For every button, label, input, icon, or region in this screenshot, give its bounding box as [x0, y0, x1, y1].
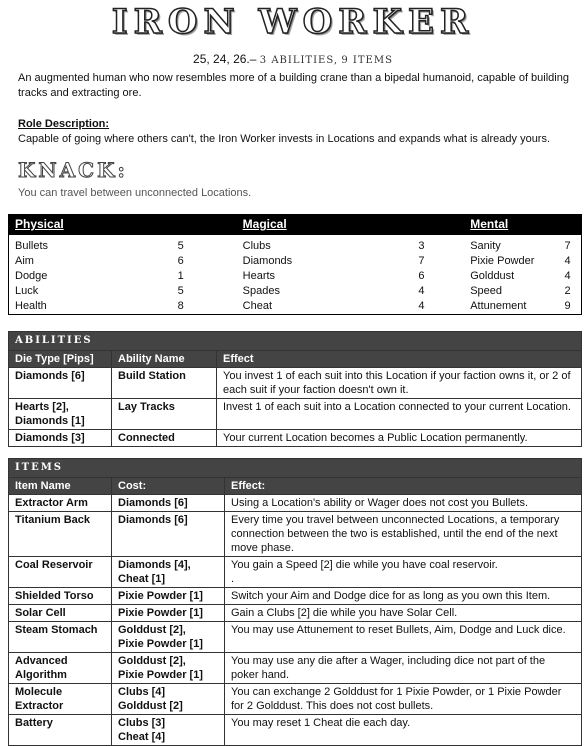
- abilities-header-effect: Effect: [217, 351, 582, 368]
- item-name-line: Molecule: [15, 686, 63, 698]
- item-name: [9, 684, 112, 715]
- abilities-header-die: Die Type [Pips]: [9, 351, 112, 368]
- stat-name: Bullets: [15, 240, 49, 252]
- stat-row: [9, 269, 582, 284]
- subtitle-line: [0, 52, 586, 66]
- stats-header-mental: Mental: [464, 215, 581, 236]
- ability-die: [9, 368, 112, 399]
- ability-name: Build Station: [112, 368, 217, 399]
- abilities-header-name: Ability Name: [112, 351, 217, 368]
- item-effect: Switch your Aim and Dodge dice for as long as you own this Item.: [225, 588, 582, 605]
- stat-row: [9, 254, 582, 269]
- knack-text: You can travel between unconnected Locations.: [18, 187, 252, 199]
- role-text: Capable of going where others can't, the Iron Worker invests in Locations and expands what is already yours.: [18, 133, 551, 145]
- item-name: [9, 715, 112, 746]
- item-name-line: Titanium Back: [15, 514, 90, 526]
- abilities-table: [8, 331, 582, 447]
- item-cost-line: Pixie Powder [1]: [118, 669, 203, 681]
- item-cost: [112, 684, 225, 715]
- item-cost-line: Diamonds [6]: [118, 497, 188, 509]
- ability-row: [9, 430, 582, 447]
- item-name-line: Extractor: [15, 700, 64, 712]
- item-name-line: Solar Cell: [15, 607, 66, 619]
- subtitle-comma: ,: [333, 55, 339, 66]
- ability-effect: Your current Location becomes a Public Location permanently.: [217, 430, 582, 447]
- abilities-header-row: [9, 351, 582, 368]
- items-header-cost: Cost:: [112, 478, 225, 495]
- stats-body: [9, 235, 582, 315]
- item-name: [9, 588, 112, 605]
- item-cost: [112, 557, 225, 588]
- item-name: [9, 495, 112, 512]
- stats-table: [8, 214, 582, 315]
- item-cost-line: Golddust [2],: [118, 624, 186, 636]
- item-cost-line: Cheat [1]: [118, 573, 166, 585]
- stat-name: Golddust: [470, 270, 515, 282]
- stat-value: 6: [177, 255, 184, 267]
- stat-name: Cheat: [242, 300, 273, 312]
- ability-die: [9, 430, 112, 447]
- item-row: [9, 557, 582, 588]
- ability-effect: Invest 1 of each suit into a Location connected to your current Location.: [217, 399, 582, 430]
- items-header-row: [9, 478, 582, 495]
- stat-value: 5: [177, 285, 184, 297]
- stat-value: 4: [418, 285, 425, 297]
- item-name-line: Battery: [15, 717, 53, 729]
- item-cost-line: Golddust [2]: [118, 700, 183, 712]
- stat-value: 5: [177, 240, 184, 252]
- abilities-band: ABILITIES: [9, 332, 582, 351]
- item-name: [9, 557, 112, 588]
- ability-die-line: Diamonds [6]: [15, 370, 85, 382]
- stat-value: 2: [564, 285, 571, 297]
- item-cost-line: Golddust [2],: [118, 655, 186, 667]
- item-name-line: Advanced: [15, 655, 68, 667]
- item-row: [9, 605, 582, 622]
- item-name: [9, 622, 112, 653]
- stat-row: [9, 299, 582, 315]
- item-effect: You may reset 1 Cheat die each day.: [225, 715, 582, 746]
- stats-header-physical: Physical: [9, 215, 237, 236]
- class-description: An augmented human who now resembles more of a building crane than a bipedal humanoid, capable of building tracks and extracting ore.: [18, 72, 569, 99]
- stat-name: Sanity: [470, 240, 501, 252]
- stat-name: Dodge: [15, 270, 48, 282]
- item-cost: [112, 653, 225, 684]
- item-effect: You can exchange 2 Golddust for 1 Pixie Powder, or 1 Pixie Powder for 2 Golddust. This does not cost bullets.: [225, 684, 582, 715]
- subtitle-numbers: 25, 24, 26.: [193, 52, 250, 66]
- item-row: [9, 684, 582, 715]
- ability-row: [9, 368, 582, 399]
- item-cost: [112, 588, 225, 605]
- item-cost-line: Clubs [3]: [118, 717, 166, 729]
- item-cost-line: Pixie Powder [1]: [118, 607, 203, 619]
- ability-die-line: Hearts [2],: [15, 401, 69, 413]
- ability-row: [9, 399, 582, 430]
- stat-name: Spades: [242, 285, 280, 297]
- stats-header-row: [9, 215, 582, 236]
- page-title: IRON WORKER: [111, 2, 475, 42]
- stat-name: Speed: [470, 285, 503, 297]
- stat-value: 6: [418, 270, 425, 282]
- ability-die: [9, 399, 112, 430]
- item-row: [9, 512, 582, 557]
- stat-value: 1: [177, 270, 184, 282]
- item-effect: Using a Location's ability or Wager does not cost you Bullets.: [225, 495, 582, 512]
- ability-name: Lay Tracks: [112, 399, 217, 430]
- item-effect: Gain a Clubs [2] die while you have Solar Cell.: [225, 605, 582, 622]
- subtitle-dash: –: [249, 52, 257, 66]
- subtitle-abilities: 3 ABILITIES: [259, 55, 334, 66]
- item-effect: You may use any die after a Wager, including dice not part of the poker hand.: [225, 653, 582, 684]
- stat-value: 4: [418, 300, 425, 312]
- item-cost-line: Diamonds [6]: [118, 514, 188, 526]
- item-cost-line: Pixie Powder [1]: [118, 638, 203, 650]
- stat-row: [9, 235, 582, 254]
- role-heading: Role Description:: [18, 118, 110, 130]
- items-table: [8, 458, 582, 746]
- item-effect: You may use Attunement to reset Bullets, Aim, Dodge and Luck dice.: [225, 622, 582, 653]
- stat-name: Luck: [15, 285, 39, 297]
- item-name-line: Shielded Torso: [15, 590, 94, 602]
- stat-value: 3: [418, 240, 425, 252]
- item-row: [9, 622, 582, 653]
- item-row: [9, 715, 582, 746]
- stats-header-magical: Magical: [237, 215, 465, 236]
- stat-name: Attunement: [470, 300, 527, 312]
- stat-name: Clubs: [242, 240, 271, 252]
- ability-die-line: Diamonds [3]: [15, 432, 85, 444]
- ability-effect: You invest 1 of each suit into this Location if your faction owns it, or 2 of each suit if your faction doesn't own it.: [217, 368, 582, 399]
- item-cost: [112, 715, 225, 746]
- item-row: [9, 495, 582, 512]
- stat-name: Hearts: [242, 270, 276, 282]
- stat-value: 7: [418, 255, 425, 267]
- item-name: [9, 512, 112, 557]
- item-name: [9, 653, 112, 684]
- stat-name: Health: [15, 300, 47, 312]
- item-cost-line: Clubs [4]: [118, 686, 166, 698]
- items-header-name: Item Name: [9, 478, 112, 495]
- item-effect: Every time you travel between unconnected Locations, a temporary connection between the two is established, until the end of the next move phase.: [225, 512, 582, 557]
- stat-row: [9, 284, 582, 299]
- knack-heading: KNACK:: [18, 158, 128, 182]
- stat-value: 9: [564, 300, 571, 312]
- stat-value: 4: [564, 255, 571, 267]
- item-cost-line: Pixie Powder [1]: [118, 590, 203, 602]
- items-band: ITEMS: [9, 459, 582, 478]
- item-cost-line: Diamonds [4],: [118, 559, 191, 571]
- stat-value: 4: [564, 270, 571, 282]
- stat-name: Diamonds: [242, 255, 293, 267]
- items-body: [9, 495, 582, 746]
- stat-value: 8: [177, 300, 184, 312]
- stat-name: Pixie Powder: [470, 255, 535, 267]
- item-cost: [112, 622, 225, 653]
- subtitle-items: 9 ITEMS: [341, 55, 393, 66]
- item-row: [9, 653, 582, 684]
- ability-name: Connected: [112, 430, 217, 447]
- item-name-line: Steam Stomach: [15, 624, 98, 636]
- item-name-line: Algorithm: [15, 669, 67, 681]
- items-header-effect: Effect:: [225, 478, 582, 495]
- item-cost: [112, 605, 225, 622]
- item-name-line: Coal Reservoir: [15, 559, 93, 571]
- ability-die-line: Diamonds [1]: [15, 415, 85, 427]
- item-name: [9, 605, 112, 622]
- item-cost: [112, 512, 225, 557]
- item-effect: You gain a Speed [2] die while you have coal reservoir. .: [225, 557, 582, 588]
- item-row: [9, 588, 582, 605]
- stat-name: Aim: [15, 255, 34, 267]
- stat-value: 7: [564, 240, 571, 252]
- item-cost-line: Cheat [4]: [118, 731, 166, 743]
- abilities-body: [9, 368, 582, 447]
- item-name-line: Extractor Arm: [15, 497, 88, 509]
- item-cost: [112, 495, 225, 512]
